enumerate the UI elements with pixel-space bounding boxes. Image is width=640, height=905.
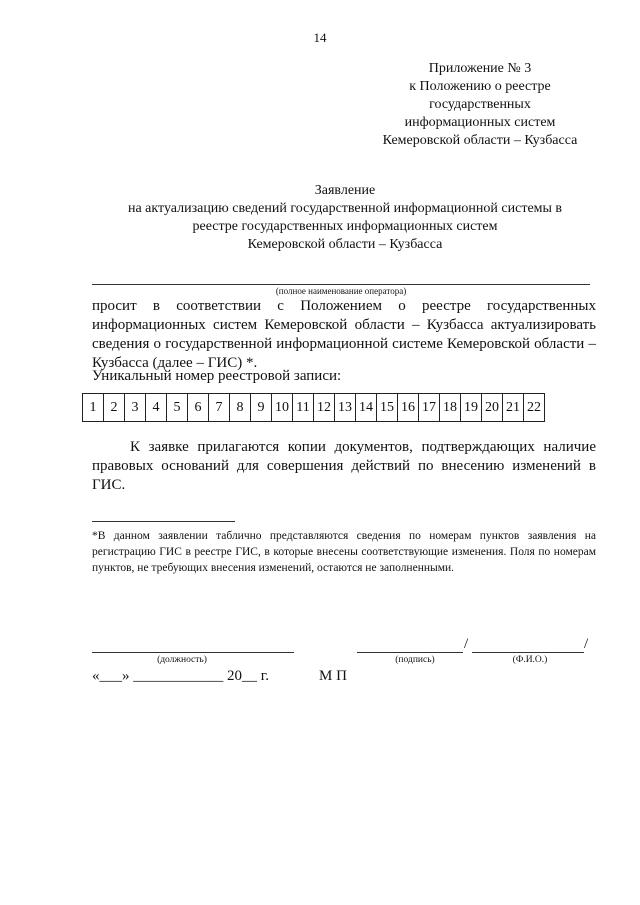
page-number: 14 (313, 30, 327, 45)
request-text: просит в соответствии с Положением о реестре государственных информационных систем Кемеровской области – Кузбасса актуализировать сведения о государственной информационной системе Кемеровской области – Кузбасса (далее – ГИС) *. (92, 298, 596, 371)
sign-label: (подпись) (395, 655, 435, 665)
attachment-text: К заявке прилагаются копии документов, подтверждающих наличие правовых оснований для совершения действий по внесению изменений в ГИС. (92, 439, 596, 493)
registry-cell[interactable]: 2 (104, 394, 125, 422)
date-line[interactable]: «___» ____________ 20__ г. (92, 668, 269, 684)
stamp-place: М П (319, 668, 347, 684)
position-label: (должность) (157, 655, 207, 665)
fio-line[interactable] (472, 652, 584, 653)
footnote-text: *В данном заявлении таблично представляются сведения по номерам пунктов заявления на регистрацию ГИС в реестре ГИС, в которые внесены соответствующие изменения. Поля по номерам пунктов, не требующих внесения изменений, остаются не заполненными. (92, 530, 596, 574)
appendix-line: Кемеровской области – Кузбасса (382, 133, 578, 148)
request-paragraph (92, 297, 596, 373)
appendix-header (360, 60, 600, 150)
footnote-separator (92, 521, 235, 522)
appendix-line: к Положению о реестре (409, 79, 551, 94)
registry-cell[interactable]: 10 (272, 394, 293, 422)
unique-number-label: Уникальный номер реестровой записи: (92, 368, 342, 384)
signature-line[interactable] (357, 652, 463, 653)
registry-cell[interactable]: 12 (314, 394, 335, 422)
title-line: Заявление (314, 183, 376, 198)
footnote (92, 528, 596, 576)
registry-cell[interactable]: 5 (167, 394, 188, 422)
document-title (90, 182, 600, 254)
registry-cell[interactable]: 1 (83, 394, 104, 422)
registry-cell[interactable]: 21 (503, 394, 524, 422)
registry-cell[interactable]: 20 (482, 394, 503, 422)
fio-label: (Ф.И.О.) (512, 655, 548, 665)
registry-cell[interactable]: 18 (440, 394, 461, 422)
registry-cell[interactable]: 19 (461, 394, 482, 422)
registry-number-table (82, 393, 545, 422)
attachment-paragraph (92, 438, 596, 495)
registry-cell[interactable]: 15 (377, 394, 398, 422)
registry-cell[interactable]: 22 (524, 394, 545, 422)
registry-cell[interactable]: 11 (293, 394, 314, 422)
registry-cell[interactable]: 14 (356, 394, 377, 422)
registry-cell[interactable]: 4 (146, 394, 167, 422)
signature-slash: / (464, 636, 469, 652)
fio-slash: / (584, 636, 589, 652)
operator-caption: (полное наименование оператора) (275, 286, 407, 296)
registry-cell[interactable]: 17 (419, 394, 440, 422)
position-line[interactable] (92, 652, 294, 653)
registry-cell[interactable]: 13 (335, 394, 356, 422)
registry-cell[interactable]: 3 (125, 394, 146, 422)
appendix-line: информационных систем (404, 115, 556, 130)
registry-cell[interactable]: 16 (398, 394, 419, 422)
registry-cell[interactable]: 7 (209, 394, 230, 422)
appendix-line: Приложение № 3 (428, 61, 532, 76)
table-row (83, 394, 545, 422)
title-line: Кемеровской области – Кузбасса (247, 237, 443, 252)
title-line: на актуализацию сведений государственной информационной системы в (127, 201, 563, 216)
registry-cell[interactable]: 6 (188, 394, 209, 422)
title-line: реестре государственных информационных систем (192, 219, 498, 234)
operator-name-line[interactable] (92, 284, 590, 285)
appendix-line: государственных (429, 97, 531, 112)
registry-cell[interactable]: 8 (230, 394, 251, 422)
registry-cell[interactable]: 9 (251, 394, 272, 422)
